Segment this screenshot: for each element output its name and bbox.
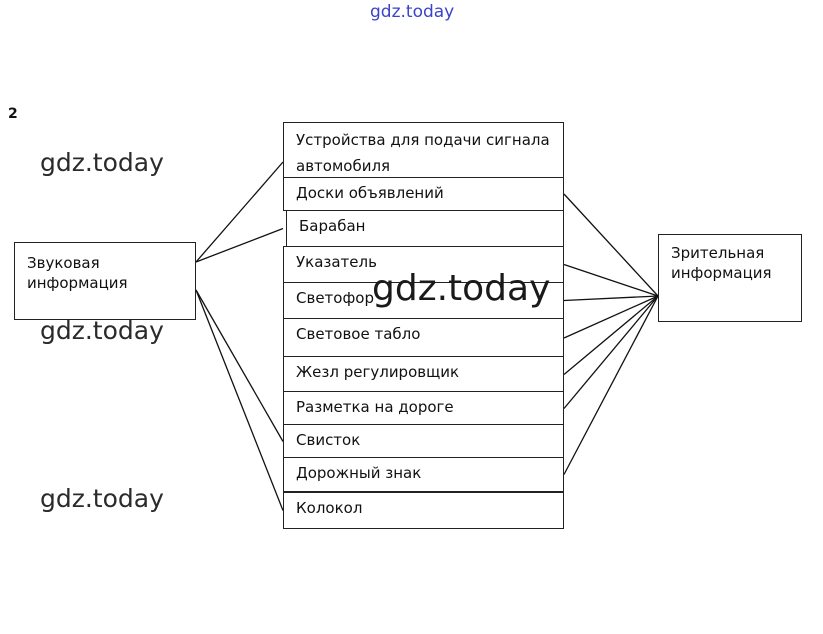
watermark-left-1: gdz.today [40, 148, 164, 177]
item-box: Светофор [283, 282, 564, 319]
sound-link-line [196, 290, 283, 511]
item-box: Колокол [283, 492, 564, 529]
watermark-left-3: gdz.today [40, 484, 164, 513]
item-box: Жезл регулировщик [283, 356, 564, 393]
item-box: Дорожный знак [283, 457, 564, 492]
task-number: 2 [8, 106, 18, 122]
item-box: Свисток [283, 424, 564, 459]
visual-link-line [564, 296, 658, 409]
watermark-center: gdz.today [372, 268, 551, 309]
visual-info-label: Зрительная информация [671, 244, 772, 282]
item-box: Доски объявлений [283, 177, 564, 211]
visual-link-line [564, 296, 658, 475]
visual-link-line [564, 296, 658, 338]
sound-link-line [196, 290, 283, 442]
item-box: Указатель [283, 246, 564, 283]
visual-link-line [564, 296, 658, 301]
visual-info-node [658, 234, 802, 322]
sound-info-label: Звуковая информация [27, 254, 128, 292]
item-box: Разметка на дороге [283, 391, 564, 426]
sound-link-line [196, 162, 283, 262]
item-box: Устройства для подачи сигнала автомобиля [283, 122, 564, 178]
sound-link-line [196, 229, 283, 263]
item-box: Барабан [286, 210, 564, 247]
visual-link-line [564, 296, 658, 375]
item-box: Световое табло [283, 318, 564, 358]
sound-info-node [14, 242, 196, 320]
watermark-top: gdz.today [370, 2, 455, 22]
watermark-left-2: gdz.today [40, 316, 164, 345]
